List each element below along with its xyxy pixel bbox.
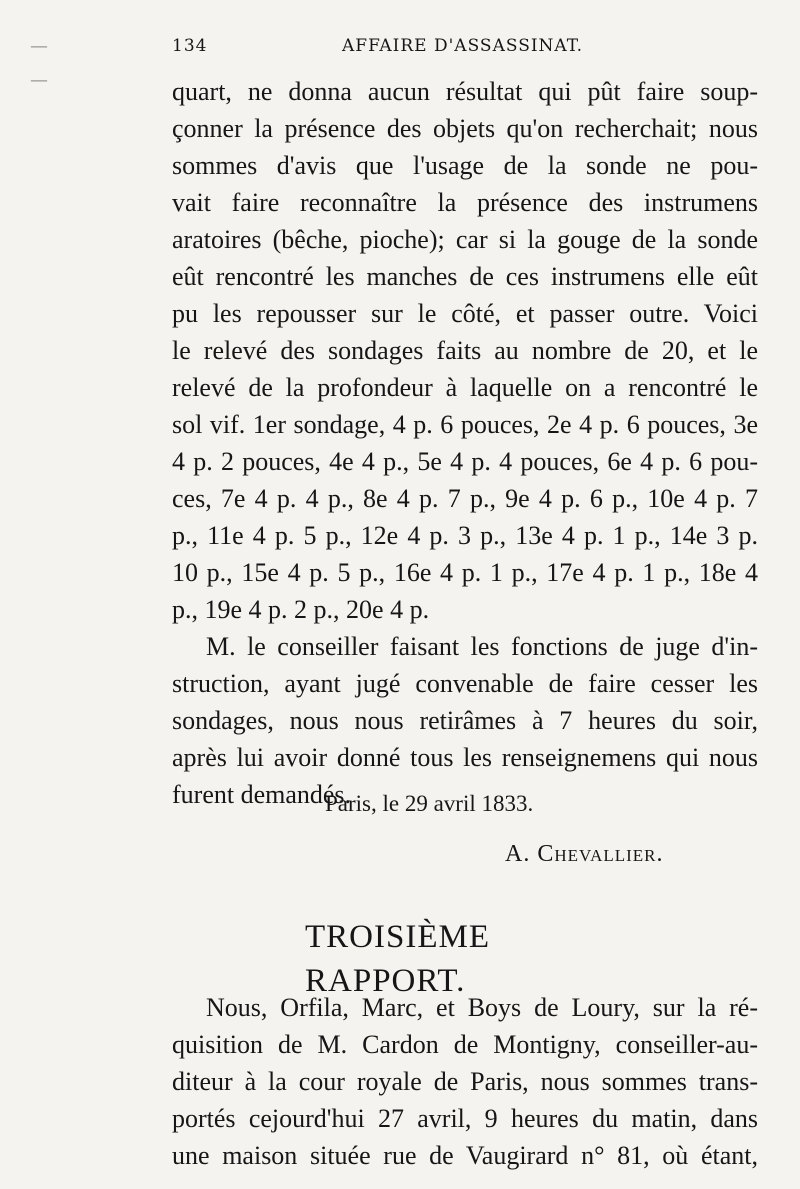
body-line: struction, ayant jugé convenable de faire cesser les bbox=[172, 669, 758, 698]
body-line: 10 p., 15e 4 p. 5 p., 16e 4 p. 1 p., 17e 4 p. 1 p., 18e 4 bbox=[172, 558, 758, 587]
signature: A. Chevallier. bbox=[505, 841, 664, 867]
body-line: sondages, nous nous retirâmes à 7 heures du soir, bbox=[172, 706, 758, 735]
body-line: le relevé des sondages faits au nombre de 20, et le bbox=[172, 336, 758, 365]
body-line: pu les repousser sur le côté, et passer outre. Voici bbox=[172, 299, 758, 328]
section-line: quisition de M. Cardon de Montigny, conseiller-au- bbox=[172, 1030, 758, 1059]
section-line: une maison située rue de Vaugirard n° 81, où étant, bbox=[172, 1141, 758, 1170]
place-date: Paris, le 29 avril 1833. bbox=[325, 791, 534, 816]
body-line: sol vif. 1er sondage, 4 p. 6 pouces, 2e 4 p. 6 pouces, 3e bbox=[172, 410, 758, 439]
body-line: relevé de la profondeur à laquelle on a rencontré le bbox=[172, 373, 758, 402]
body-line: eût rencontré les manches de ces instrumens elle eût bbox=[172, 262, 758, 291]
body-line: p., 19e 4 p. 2 p., 20e 4 p. bbox=[172, 595, 430, 624]
body-line: M. le conseiller faisant les fonctions de juge d'in- bbox=[206, 632, 758, 661]
body-line: p., 11e 4 p. 5 p., 12e 4 p. 3 p., 13e 4 p. 1 p., 14e 3 p. bbox=[172, 521, 758, 550]
margin-tick-mark: — bbox=[30, 70, 48, 91]
body-line: çonner la présence des objets qu'on recherchait; nous bbox=[172, 114, 758, 143]
body-line: quart, ne donna aucun résultat qui pût faire soup- bbox=[172, 77, 758, 106]
running-head: AFFAIRE D'ASSASSINAT. bbox=[342, 36, 584, 56]
page-number: 134 bbox=[172, 36, 208, 56]
section-line: portés cejourd'hui 27 avril, 9 heures du matin, dans bbox=[172, 1104, 758, 1133]
body-line: aratoires (bêche, pioche); car si la gouge de la sonde bbox=[172, 225, 758, 254]
section-line: diteur à la cour royale de Paris, nous sommes trans- bbox=[172, 1067, 758, 1096]
section-title: TROISIÈME RAPPORT. bbox=[305, 919, 490, 999]
body-line: 4 p. 2 pouces, 4e 4 p., 5e 4 p. 4 pouces, 6e 4 p. 6 pou- bbox=[172, 447, 758, 476]
body-line: sommes d'avis que l'usage de la sonde ne pou- bbox=[172, 151, 758, 180]
page-header bbox=[172, 36, 692, 60]
body-line: après lui avoir donné tous les renseignemens qui nous bbox=[172, 743, 758, 772]
body-line: vait faire reconnaître la présence des instrumens bbox=[172, 188, 758, 217]
body-line: furent demandés. bbox=[172, 780, 352, 809]
body-line: ces, 7e 4 p. 4 p., 8e 4 p. 7 p., 9e 4 p. 6 p., 10e 4 p. 7 bbox=[172, 484, 758, 513]
margin-tick-mark: — bbox=[30, 36, 48, 57]
section-line: Nous, Orfila, Marc, et Boys de Loury, sur la ré- bbox=[206, 993, 758, 1022]
